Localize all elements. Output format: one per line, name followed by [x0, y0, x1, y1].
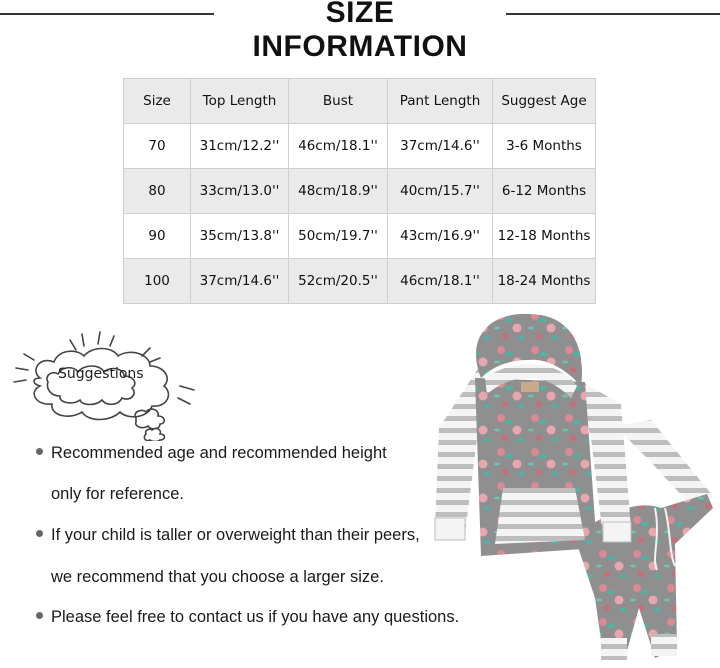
table-cell: 35cm/13.8'' [191, 214, 289, 259]
table-cell: 80 [124, 169, 191, 214]
note-text: If your child is taller or overweight than their peers, [51, 526, 420, 544]
header-pant-length: Pant Length [388, 79, 493, 124]
table-cell: 70 [124, 124, 191, 169]
table-cell: 37cm/14.6'' [388, 124, 493, 169]
cloud-doodle-icon [10, 326, 200, 441]
table-cell: 33cm/13.0'' [191, 169, 289, 214]
table-cell: 46cm/18.1'' [289, 124, 388, 169]
header-size: Size [124, 79, 191, 124]
product-photo-outfit [425, 308, 715, 663]
table-cell: 18-24 Months [493, 259, 596, 304]
table-row [124, 169, 596, 214]
note-text: we recommend that you choose a larger size. [51, 568, 384, 586]
header-bust: Bust [289, 79, 388, 124]
table-row [124, 124, 596, 169]
suggestions-label: Suggestions [58, 366, 144, 382]
list-item [36, 444, 387, 463]
page-title: SIZE INFORMATION [252, 0, 468, 63]
list-item [36, 526, 420, 545]
outfit-illustration [425, 308, 715, 663]
table-cell: 37cm/14.6'' [191, 259, 289, 304]
table-cell: 48cm/18.9'' [289, 169, 388, 214]
header-top-length: Top Length [191, 79, 289, 124]
table-cell: 90 [124, 214, 191, 259]
list-item-continuation [36, 568, 384, 587]
title-row [0, 0, 720, 63]
table-cell: 100 [124, 259, 191, 304]
table-cell: 3-6 Months [493, 124, 596, 169]
table-cell: 12-18 Months [493, 214, 596, 259]
size-table [123, 78, 596, 304]
table-cell: 52cm/20.5'' [289, 259, 388, 304]
list-item-continuation [36, 485, 184, 504]
title-rule-right [506, 13, 720, 15]
table-cell: 31cm/12.2'' [191, 124, 289, 169]
table-cell: 40cm/15.7'' [388, 169, 493, 214]
bullet-icon [36, 530, 43, 537]
note-text: only for reference. [51, 485, 184, 503]
table-header-row [124, 79, 596, 124]
note-text: Recommended age and recommended height [51, 444, 387, 462]
list-item [36, 608, 459, 627]
table-cell: 6-12 Months [493, 169, 596, 214]
table-row [124, 259, 596, 304]
table-cell: 43cm/16.9'' [388, 214, 493, 259]
table-cell: 50cm/19.7'' [289, 214, 388, 259]
bullet-icon [36, 612, 43, 619]
note-text: Please feel free to contact us if you have any questions. [51, 608, 460, 626]
header-suggest-age: Suggest Age [493, 79, 596, 124]
title-rule-left [0, 13, 214, 15]
suggestions-cloud [10, 326, 200, 441]
bullet-icon [36, 448, 43, 455]
table-row [124, 214, 596, 259]
table-cell: 46cm/18.1'' [388, 259, 493, 304]
